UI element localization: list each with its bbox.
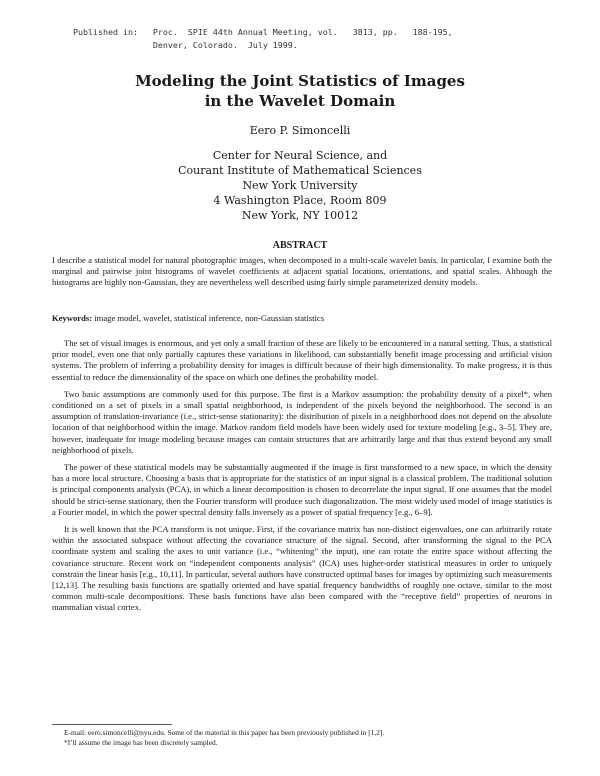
affiliation-line: 4 Washington Place, Room 809	[213, 194, 387, 207]
affiliation-line: Center for Neural Science, and	[212, 149, 388, 162]
title-line-1: Modeling the Joint Statistics of Images	[135, 72, 465, 90]
abstract-heading: ABSTRACT	[272, 240, 328, 251]
keywords	[52, 313, 552, 324]
body-paragraph: The set of visual images is enormous, and yet only a small fraction of these are likely to be encountered in a natural setting. Thus, a statistical prior model, even one that only partially captures these variations in likelihood, can substantially benefit image processing and artificial vision systems. The problem of inferring a probability density for images is difficult because of their high dimensionality. To make progress, it is thus essential to reduce the dimensionality of the space on which one defines the probability model.	[52, 338, 552, 382]
keywords-label: Keywords:	[52, 313, 93, 323]
author-name: Eero P. Simoncelli	[249, 124, 351, 137]
affiliation-line: Courant Institute of Mathematical Sciences	[178, 164, 422, 177]
affiliation-block	[0, 148, 600, 223]
title-line-2: in the Wavelet Domain	[204, 92, 396, 110]
paper-title	[0, 71, 600, 111]
body-text	[52, 338, 552, 620]
publication-info: Published in: Proc. SPIE 44th Annual Meeting, vol. 3813, pp. 188-195, Denver, Colorado. July 1999.	[73, 27, 453, 50]
body-paragraph: It is well known that the PCA transform is not unique. First, if the covariance matrix has non-distinct eigenvalues, one can arbitrarily rotate within the associated subspace without affecting the covariance structure of the signal. Second, after transforming the signal to the PCA coordinate system and scaling the axes to unit variance (i.e., “whitening” the input), one can rotate the entire space without affecting the covariance structure. Recent work on “independent components analysis” (ICA) uses higher-order statistical measures in order to uniquely constrain the linear basis [e.g., 10,11]. In particular, several authors have constructed optimal bases for images by optimizing such measurements [12,13]. The resulting basis functions are spatially oriented and have spatial frequency bandwidths of roughly one octave, similar to the most common multi-scale decompositions. These basis functions have also been compared with the “receptive field” properties of neurons in mammalian visual cortex.	[52, 524, 552, 613]
abstract-text: I describe a statistical model for natural photographic images, when decomposed in a multi-scale wavelet basis. In particular, I examine both the marginal and pairwise joint histograms of wavelet coefficients at adjacent spatial locations, orientations, and spatial scales. Although the histograms are highly non-Gaussian, they are nevertheless well described using fairly simple parameterized density models.	[52, 255, 552, 288]
affiliation-line: New York University	[242, 179, 358, 192]
footnote-rule	[52, 724, 172, 725]
body-paragraph: Two basic assumptions are commonly used for this purpose. The first is a Markov assumption: the probability density of a pixel*, when conditioned on a set of pixels in a small spatial neighborhood, is independent of the pixels beyond the neighborhood. The second is an assumption of translation-invariance (i.e., strict-sense stationarity): the distribution of pixels in a neighborhood does not depend on the absolute location of that neighborhood within the image. Markov random field models have been widely used for texture modeling [e.g., 3–5]. They are, however, inadequate for image modeling because images can contain structures that are arbitrarily large and that thus extend beyond any small neighborhood of pixels.	[52, 388, 552, 455]
footnote-email: E-mail: eero.simoncelli@nyu.edu. Some of the material in this paper has been previously published in [1,2].	[64, 728, 385, 737]
keywords-text: image model, wavelet, statistical inference, non-Gaussian statistics	[92, 313, 325, 323]
affiliation-line: New York, NY 10012	[241, 209, 359, 222]
footnote-sampling: *I’ll assume the image has been discretely sampled.	[64, 738, 218, 747]
footnotes	[52, 728, 552, 748]
body-paragraph: The power of these statistical models may be substantially augmented if the image is first transformed to a new space, in which the density has a more local structure. Choosing a basis that is appropriate for the statistics of an input signal is a classical problem. The traditional solution is principal components analysis (PCA), in which a linear decomposition is chosen to decorrelate the input signal. If one assumes that the model should be strict-sense stationary, then the Fourier transform will produce such diagonalization. The most widely used model of image statistics is a Fourier model, in which the power spectral density falls inversely as a power of spatial frequency [e.g., 6–9].	[52, 462, 552, 517]
